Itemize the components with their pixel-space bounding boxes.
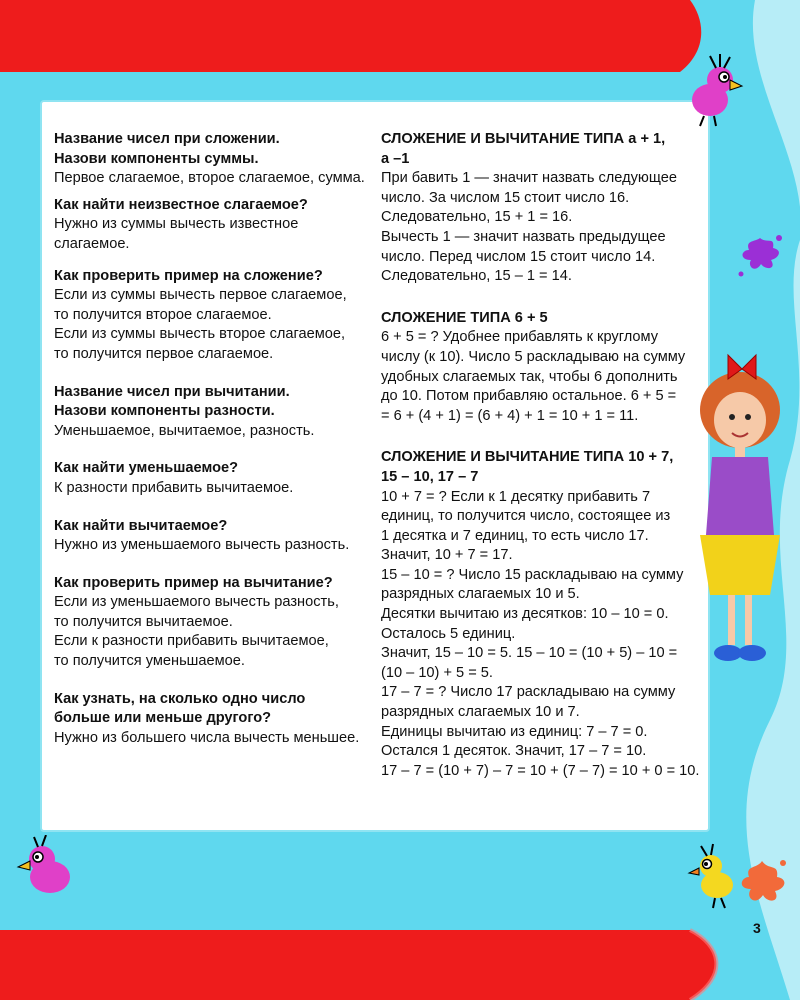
girl-illustration <box>690 345 785 675</box>
section-heading: а –1 <box>381 150 410 167</box>
answer-text: Нужно из уменьшаемого вычесть разность. <box>54 537 350 554</box>
section-text: число. Перед числом 15 стоит число 14. <box>381 248 656 265</box>
rule-section <box>381 130 703 287</box>
question-heading: Назови компоненты суммы. <box>54 150 259 167</box>
answer-text: то получится второе слагаемое. <box>54 306 272 323</box>
answer-text: Нужно из большего числа вычесть меньшее. <box>54 729 360 746</box>
top-red-band <box>0 0 701 72</box>
answer-text: Если из суммы вычесть первое слагаемое, <box>54 287 347 304</box>
section-text: Следовательно, 15 + 1 = 16. <box>381 209 573 226</box>
answer-text: Если к разности прибавить вычитаемое, <box>54 633 329 650</box>
section-text: Следовательно, 15 – 1 = 14. <box>381 268 572 285</box>
question-heading: Название чисел при сложении. <box>54 131 280 147</box>
section-heading: 15 – 10, 17 – 7 <box>381 468 479 485</box>
answer-text: Если из уменьшаемого вычесть разность, <box>54 594 339 611</box>
section-text: удобных слагаемых так, чтобы 6 дополнить <box>381 368 678 385</box>
section-text: 6 + 5 = ? Удобнее прибавлять к круглому <box>381 329 658 346</box>
question-heading: Как найти уменьшаемое? <box>54 460 239 477</box>
question-block <box>54 574 372 672</box>
question-block <box>54 383 372 442</box>
answer-text: Нужно из суммы вычесть известное <box>54 216 299 233</box>
answer-text: Уменьшаемое, вычитаемое, разность. <box>54 422 315 439</box>
section-text: 10 + 7 = ? Если к 1 десятку прибавить 7 <box>381 488 651 505</box>
section-text: разрядных слагаемых 10 и 7. <box>381 704 580 721</box>
purple-paint-splash <box>735 230 785 280</box>
section-heading: СЛОЖЕНИЕ И ВЫЧИТАНИЕ ТИПА а + 1, <box>381 131 666 147</box>
left-column <box>54 130 372 748</box>
section-text: Единицы вычитаю из единиц: 7 – 7 = 0. <box>381 723 648 740</box>
answer-text: то получится уменьшаемое. <box>54 653 245 670</box>
answer-text: слагаемое. <box>54 235 130 252</box>
section-text: единиц, то получится число, состоящее из <box>381 508 671 525</box>
question-heading: Название чисел при вычитании. <box>54 383 290 400</box>
section-text: Осталось 5 единиц. <box>381 625 516 642</box>
question-heading: Как проверить пример на вычитание? <box>54 574 333 591</box>
rule-section <box>381 448 703 781</box>
question-block <box>54 267 372 365</box>
question-block <box>54 130 372 189</box>
section-text: число. За числом 15 стоит число 16. <box>381 189 630 206</box>
question-heading: Как проверить пример на сложение? <box>54 267 323 284</box>
question-block <box>54 517 372 556</box>
section-text: (10 – 10) + 5 = 5. <box>381 664 493 681</box>
answer-text: К разности прибавить вычитаемое. <box>54 479 294 496</box>
answer-text: Первое слагаемое, второе слагаемое, сумма. <box>54 170 365 187</box>
section-text: Значит, 15 – 10 = 5. 15 – 10 = (10 + 5) – 10 = <box>381 645 678 662</box>
question-heading: Назови компоненты разности. <box>54 403 275 420</box>
section-text: = 6 + (4 + 1) = (6 + 4) + 1 = 10 + 1 = 11. <box>381 407 639 424</box>
page-number: 3 <box>753 920 761 936</box>
question-heading: Как найти неизвестное слагаемое? <box>54 196 308 213</box>
question-heading: Как узнать, на сколько одно число <box>54 690 306 707</box>
section-text: 17 – 7 = ? Число 17 раскладываю на сумму <box>381 684 676 701</box>
section-text: числу (к 10). Число 5 раскладываю на сумму <box>381 348 686 365</box>
answer-text: то получится вычитаемое. <box>54 613 233 630</box>
question-heading: Как найти вычитаемое? <box>54 517 228 534</box>
section-text: разрядных слагаемых 10 и 5. <box>381 586 580 603</box>
section-text: до 10. Потом прибавляю остальное. 6 + 5 = <box>381 388 677 405</box>
answer-text: то получится первое слагаемое. <box>54 345 274 362</box>
question-block <box>54 690 372 749</box>
question-heading: больше или меньше другого? <box>54 710 272 727</box>
section-text: 1 десятка и 7 единиц, то есть число 17. <box>381 527 649 544</box>
section-text: 17 – 7 = (10 + 7) – 7 = 10 + (7 – 7) = 10 + 0 = 10. <box>381 762 700 779</box>
question-block <box>54 196 372 255</box>
rule-section <box>381 309 703 427</box>
section-text: Вычесть 1 — значит назвать предыдущее <box>381 228 666 245</box>
answer-text: Если из суммы вычесть второе слагаемое, <box>54 326 346 343</box>
section-text: Значит, 10 + 7 = 17. <box>381 547 513 564</box>
section-text: Десятки вычитаю из десятков: 10 – 10 = 0. <box>381 606 669 623</box>
bottom-red-band <box>0 930 716 1000</box>
question-block <box>54 459 372 498</box>
pink-bird-bottom-illustration <box>12 835 82 905</box>
section-text: Остался 1 десяток. Значит, 17 – 7 = 10. <box>381 743 647 760</box>
section-text: 15 – 10 = ? Число 15 раскладываю на сумму <box>381 566 684 583</box>
section-text: При бавить 1 — значит назвать следующее <box>381 170 677 187</box>
section-heading: СЛОЖЕНИЕ ТИПА 6 + 5 <box>381 309 548 326</box>
orange-paint-splash <box>735 855 790 915</box>
section-heading: СЛОЖЕНИЕ И ВЫЧИТАНИЕ ТИПА 10 + 7, <box>381 449 674 466</box>
pink-bird-top-illustration <box>680 50 750 130</box>
right-column <box>381 130 703 781</box>
